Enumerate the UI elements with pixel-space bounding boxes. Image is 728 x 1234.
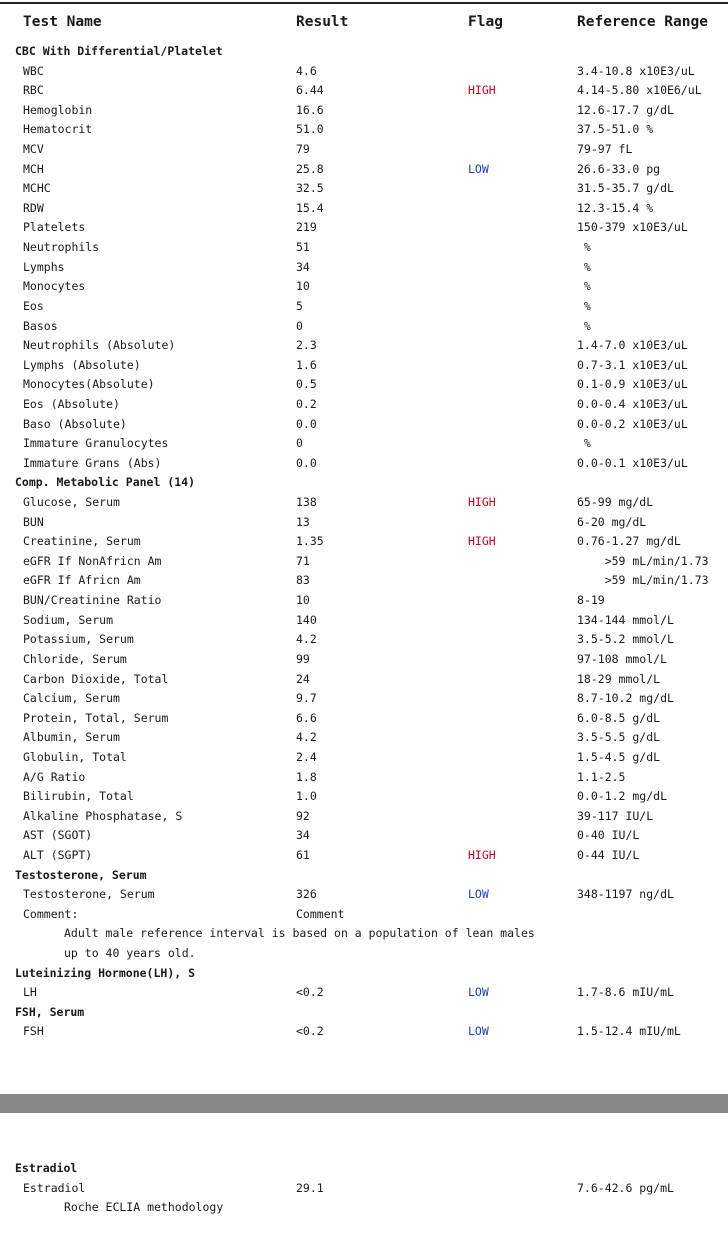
test-result: 10	[296, 593, 310, 608]
test-name: Testosterone, Serum	[23, 887, 155, 902]
table-row	[0, 198, 728, 218]
flag-high: HIGH	[468, 495, 496, 510]
test-result: 15.4	[296, 200, 324, 215]
test-name: RDW	[23, 200, 44, 215]
table-row	[0, 590, 728, 610]
table-row	[0, 237, 728, 257]
test-name: RBC	[23, 83, 44, 98]
test-name: Albumin, Serum	[23, 730, 120, 745]
table-row	[0, 159, 728, 179]
table-row	[0, 629, 728, 649]
test-result: 79	[296, 142, 310, 157]
table-row	[0, 355, 728, 375]
header-result: Result	[296, 14, 349, 30]
reference-range: %	[577, 259, 591, 274]
reference-range: 3.5-5.5 g/dL	[577, 730, 661, 745]
table-row	[0, 570, 728, 590]
test-result: Comment	[296, 906, 345, 921]
flag-high: HIGH	[468, 534, 496, 549]
test-name: Bilirubin, Total	[23, 789, 134, 804]
test-result: 1.0	[296, 789, 317, 804]
section-label: CBC With Differential/Platelet	[15, 44, 223, 58]
reference-range: >59 mL/min/1.73	[577, 553, 709, 568]
test-name: Hemoglobin	[23, 102, 93, 117]
test-result: 0	[296, 436, 303, 451]
table-row	[0, 806, 728, 826]
top-rule	[0, 2, 728, 4]
table-row	[0, 414, 728, 434]
header-reference-range: Reference Range	[577, 14, 708, 30]
table-row	[0, 669, 728, 689]
table-row	[0, 708, 728, 728]
test-name: MCH	[23, 161, 44, 176]
test-result: 4.6	[296, 63, 317, 78]
test-result: 4.2	[296, 632, 317, 647]
test-result: 99	[296, 651, 310, 666]
reference-range: 1.1-2.5	[577, 769, 626, 784]
test-result: <0.2	[296, 1024, 324, 1039]
reference-range: 7.6-42.6 pg/mL	[577, 1180, 674, 1195]
test-result: 34	[296, 259, 310, 274]
test-name: WBC	[23, 63, 44, 78]
reference-range: 8.7-10.2 mg/dL	[577, 691, 674, 706]
test-result: 2.3	[296, 338, 317, 353]
test-result: 326	[296, 887, 317, 902]
reference-range: 0.0-0.2 x10E3/uL	[577, 416, 688, 431]
test-name: Immature Granulocytes	[23, 436, 169, 451]
table-row	[0, 139, 728, 159]
test-result: 0.2	[296, 396, 317, 411]
table-row	[0, 178, 728, 198]
reference-range: 65-99 mg/dL	[577, 495, 654, 510]
table-row	[0, 394, 728, 414]
test-result: 16.6	[296, 102, 324, 117]
table-row	[0, 747, 728, 767]
section-heading	[0, 1002, 728, 1022]
test-name: A/G Ratio	[23, 769, 86, 784]
test-name: FSH	[23, 1024, 44, 1039]
table-row	[0, 649, 728, 669]
header-test-name: Test Name	[23, 14, 102, 30]
test-result: 61	[296, 847, 310, 862]
test-result: 140	[296, 612, 317, 627]
reference-range: 0.7-3.1 x10E3/uL	[577, 357, 688, 372]
reference-range: 0.0-0.1 x10E3/uL	[577, 455, 688, 470]
section-label: Luteinizing Hormone(LH), S	[15, 965, 196, 980]
reference-range: 150-379 x10E3/uL	[577, 220, 688, 235]
reference-range: 348-1197 ng/dL	[577, 887, 674, 902]
test-result: 51	[296, 240, 310, 255]
reference-range: 37.5-51.0 %	[577, 122, 654, 137]
test-result: 24	[296, 671, 310, 686]
test-name: Protein, Total, Serum	[23, 710, 169, 725]
test-name: eGFR If Africn Am	[23, 573, 141, 588]
table-row	[0, 845, 728, 865]
reference-range: 97-108 mmol/L	[577, 651, 668, 666]
test-result: 0.0	[296, 455, 317, 470]
test-name: Monocytes(Absolute)	[23, 377, 155, 392]
table-row	[0, 433, 728, 453]
test-name: Monocytes	[23, 279, 86, 294]
table-row	[0, 1021, 728, 1041]
table-row	[0, 335, 728, 355]
table-row	[0, 1178, 728, 1198]
reference-range: 0-40 IU/L	[577, 828, 640, 843]
test-name: Hematocrit	[23, 122, 93, 137]
test-name: Sodium, Serum	[23, 612, 114, 627]
table-row	[0, 276, 728, 296]
reference-range: %	[577, 318, 591, 333]
reference-range: %	[577, 436, 591, 451]
test-name: Estradiol	[23, 1180, 86, 1195]
table-row	[0, 688, 728, 708]
test-result: 10	[296, 279, 310, 294]
test-name: Basos	[23, 318, 58, 333]
reference-range: 31.5-35.7 g/dL	[577, 181, 674, 196]
test-result: 6.44	[296, 83, 324, 98]
reference-range: %	[577, 279, 591, 294]
test-result: 4.2	[296, 730, 317, 745]
section-heading	[0, 41, 728, 61]
reference-range: 1.5-4.5 g/dL	[577, 749, 661, 764]
note-text: Roche ECLIA methodology	[64, 1200, 224, 1215]
table-row	[0, 61, 728, 81]
test-result: 32.5	[296, 181, 324, 196]
reference-range: 12.6-17.7 g/dL	[577, 102, 674, 117]
test-result: 6.6	[296, 710, 317, 725]
note-text: up to 40 years old.	[64, 946, 196, 961]
test-name: Glucose, Serum	[23, 495, 120, 510]
test-name: Chloride, Serum	[23, 651, 127, 666]
flag-low: LOW	[468, 161, 489, 176]
test-result: 9.7	[296, 691, 317, 706]
reference-range: 0-44 IU/L	[577, 847, 640, 862]
test-name: Calcium, Serum	[23, 691, 120, 706]
section-heading	[0, 1158, 728, 1178]
table-row	[0, 119, 728, 139]
test-result: 219	[296, 220, 317, 235]
table-row	[0, 551, 728, 571]
reference-range: 1.7-8.6 mIU/mL	[577, 985, 674, 1000]
section-heading	[0, 865, 728, 885]
section-label: Estradiol	[15, 1161, 78, 1175]
results-table-page-2	[0, 1158, 728, 1217]
reference-range: 0.0-1.2 mg/dL	[577, 789, 668, 804]
test-name: MCV	[23, 142, 44, 157]
test-name: Comment:	[23, 906, 79, 921]
section-label: Comp. Metabolic Panel (14)	[15, 475, 196, 490]
table-row	[0, 80, 728, 100]
table-row	[0, 825, 728, 845]
reference-range: 3.5-5.2 mmol/L	[577, 632, 674, 647]
test-name: Lymphs (Absolute)	[23, 357, 141, 372]
table-row	[0, 217, 728, 237]
reference-range: 0.0-0.4 x10E3/uL	[577, 396, 688, 411]
test-result: 92	[296, 808, 310, 823]
reference-range: 1.5-12.4 mIU/mL	[577, 1024, 681, 1039]
reference-range: %	[577, 240, 591, 255]
test-name: Carbon Dioxide, Total	[23, 671, 169, 686]
test-result: 71	[296, 553, 310, 568]
table-row	[0, 453, 728, 473]
test-name: Creatinine, Serum	[23, 534, 141, 549]
table-row	[0, 531, 728, 551]
test-result: 1.8	[296, 769, 317, 784]
flag-high: HIGH	[468, 847, 496, 862]
test-result: 138	[296, 495, 317, 510]
table-row	[0, 884, 728, 904]
section-heading	[0, 963, 728, 983]
test-result: 2.4	[296, 749, 317, 764]
test-name: AST (SGOT)	[23, 828, 93, 843]
comment-note	[0, 943, 728, 963]
section-label: FSH, Serum	[15, 1004, 85, 1019]
table-row	[0, 786, 728, 806]
flag-low: LOW	[468, 985, 489, 1000]
page-separator-bar	[0, 1094, 728, 1113]
test-name: Lymphs	[23, 259, 65, 274]
reference-range: 0.76-1.27 mg/dL	[577, 534, 681, 549]
test-name: Platelets	[23, 220, 86, 235]
reference-range: >59 mL/min/1.73	[577, 573, 709, 588]
test-result: 34	[296, 828, 310, 843]
test-name: BUN/Creatinine Ratio	[23, 593, 162, 608]
reference-range: 6.0-8.5 g/dL	[577, 710, 661, 725]
table-row	[0, 257, 728, 277]
reference-range: 12.3-15.4 %	[577, 200, 654, 215]
flag-low: LOW	[468, 1024, 489, 1039]
table-row	[0, 492, 728, 512]
test-result: 1.35	[296, 534, 324, 549]
table-row	[0, 296, 728, 316]
comment-note	[0, 923, 728, 943]
test-name: Neutrophils	[23, 240, 100, 255]
test-result: 51.0	[296, 122, 324, 137]
test-name: Baso (Absolute)	[23, 416, 127, 431]
reference-range: 134-144 mmol/L	[577, 612, 674, 627]
test-name: Potassium, Serum	[23, 632, 134, 647]
test-name: ALT (SGPT)	[23, 847, 93, 862]
table-row	[0, 767, 728, 787]
reference-range: 18-29 mmol/L	[577, 671, 661, 686]
table-row	[0, 982, 728, 1002]
test-name: MCHC	[23, 181, 51, 196]
test-name: Globulin, Total	[23, 749, 127, 764]
section-heading	[0, 472, 728, 492]
flag-low: LOW	[468, 887, 489, 902]
test-name: Neutrophils (Absolute)	[23, 338, 176, 353]
reference-range: 79-97 fL	[577, 142, 633, 157]
flag-high: HIGH	[468, 83, 496, 98]
test-result: 0.5	[296, 377, 317, 392]
test-name: Alkaline Phosphatase, S	[23, 808, 183, 823]
table-row	[0, 904, 728, 924]
test-result: 0	[296, 318, 303, 333]
test-result: 83	[296, 573, 310, 588]
reference-range: 6-20 mg/dL	[577, 514, 647, 529]
table-row	[0, 374, 728, 394]
reference-range: 39-117 IU/L	[577, 808, 654, 823]
table-row	[0, 512, 728, 532]
reference-range: 1.4-7.0 x10E3/uL	[577, 338, 688, 353]
table-row	[0, 316, 728, 336]
table-row	[0, 100, 728, 120]
test-name: eGFR If NonAfricn Am	[23, 553, 162, 568]
test-name: LH	[23, 985, 37, 1000]
table-row	[0, 727, 728, 747]
reference-range: %	[577, 298, 591, 313]
test-result: 0.0	[296, 416, 317, 431]
test-result: <0.2	[296, 985, 324, 1000]
section-label: Testosterone, Serum	[15, 867, 147, 882]
test-result: 29.1	[296, 1180, 324, 1195]
reference-range: 3.4-10.8 x10E3/uL	[577, 63, 695, 78]
test-result: 5	[296, 298, 303, 313]
reference-range: 0.1-0.9 x10E3/uL	[577, 377, 688, 392]
test-result: 25.8	[296, 161, 324, 176]
reference-range: 4.14-5.80 x10E6/uL	[577, 83, 702, 98]
results-table	[0, 41, 728, 1041]
test-name: BUN	[23, 514, 44, 529]
test-name: Eos (Absolute)	[23, 396, 120, 411]
test-result: 13	[296, 514, 310, 529]
test-name: Immature Grans (Abs)	[23, 455, 162, 470]
test-result: 1.6	[296, 357, 317, 372]
header-flag: Flag	[468, 14, 503, 30]
table-row	[0, 610, 728, 630]
reference-range: 26.6-33.0 pg	[577, 161, 661, 176]
test-name: Eos	[23, 298, 44, 313]
note-text: Adult male reference interval is based on a population of lean males	[64, 926, 535, 941]
reference-range: 8-19	[577, 593, 605, 608]
comment-note	[0, 1197, 728, 1217]
